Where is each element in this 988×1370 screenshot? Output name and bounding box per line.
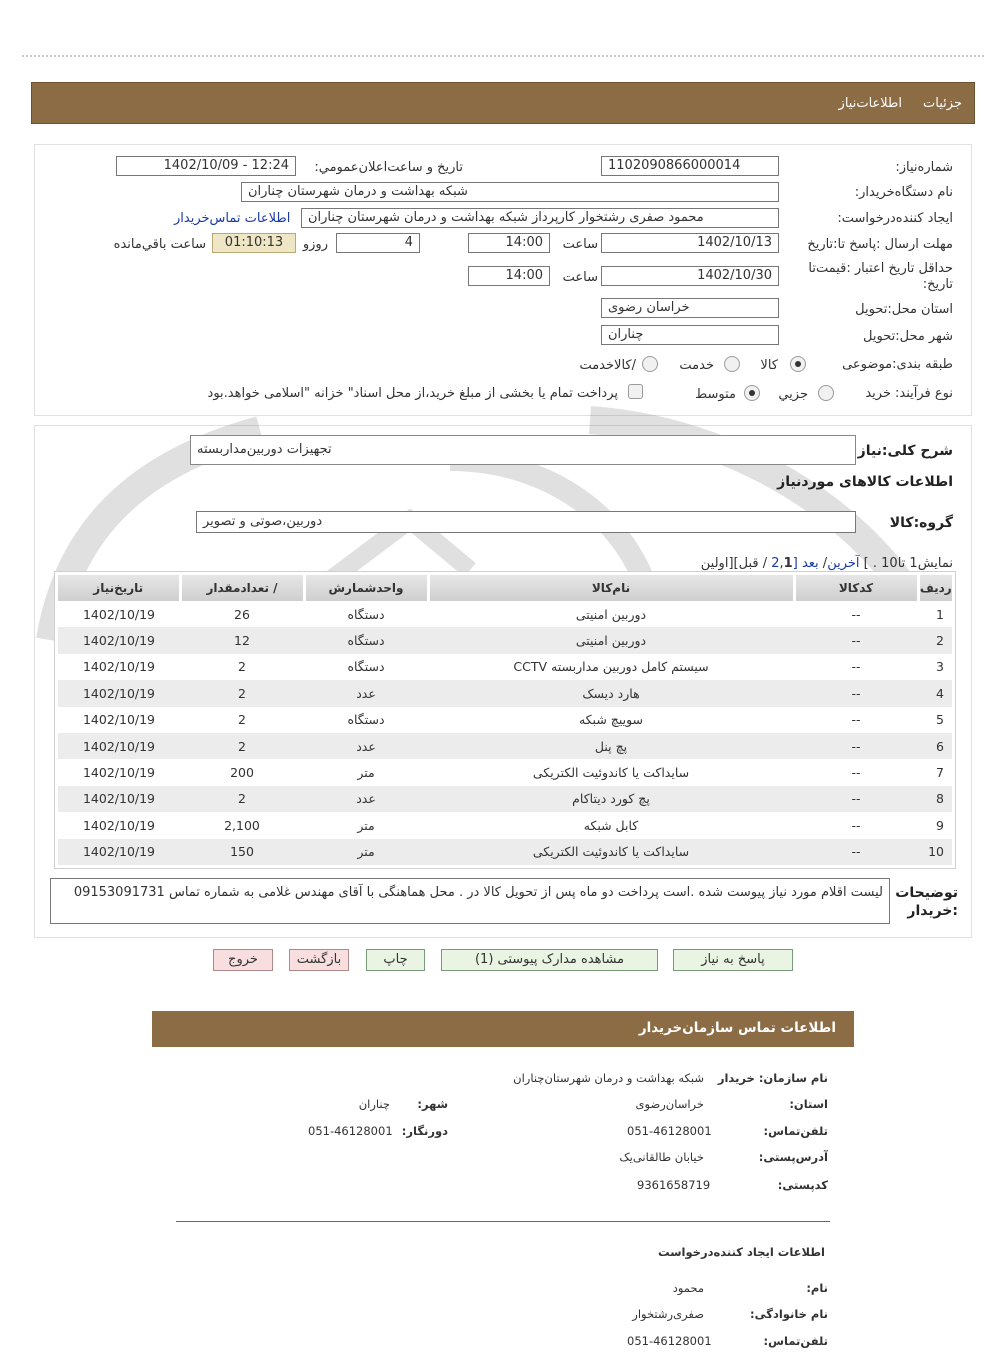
- table-row: [58, 680, 952, 706]
- cell-name: سایداکت یا کاندوئیت الکتریکی: [428, 839, 794, 865]
- table-header-row: [58, 575, 952, 601]
- reply-button[interactable]: پاسخ به نیاز: [673, 949, 793, 971]
- cell-unit: دستگاه: [347, 712, 385, 728]
- category-label: طبقه بندی:موضوعی: [842, 357, 953, 372]
- cell-code: --: [851, 817, 861, 833]
- cell-name: سوییچ شبکه: [578, 712, 644, 728]
- cell-quantity: 2: [180, 680, 304, 706]
- creator-last-name-label: نام خانوادگی:: [750, 1307, 828, 1321]
- col-header-need-date: تاریخ‌نیاز: [58, 575, 180, 601]
- cell-unit: متر: [304, 839, 428, 865]
- creator-label: ایجاد کننده‌درخواست:: [837, 211, 953, 226]
- creator-first-name-value: محمود: [672, 1281, 704, 1295]
- pagination-next-link[interactable]: بعد: [801, 556, 819, 571]
- top-dotted-rule: [22, 55, 984, 57]
- tab-details[interactable]: جزئیات: [923, 96, 962, 111]
- table-row: [58, 786, 952, 812]
- cell-need-date: 1402/10/19: [82, 765, 156, 781]
- treasury-payment-note: پرداخت تمام یا بخشی از مبلغ خرید،از محل اسناد" خزانه "اسلامی خواهد.بود: [207, 386, 618, 401]
- contact-org-value: شبکه بهداشت و درمان شهرستان‌چناران: [513, 1071, 704, 1085]
- cell-unit: عدد: [304, 786, 428, 812]
- cell-quantity: 2,100: [224, 817, 260, 833]
- pagination-prev-first: قبل][اولین: [700, 556, 759, 571]
- pagination-open: ]: [863, 556, 869, 571]
- attachments-button[interactable]: مشاهده مدارک پیوستی (1): [441, 949, 658, 971]
- creator-phone-label: تلفن‌تماس:: [763, 1334, 828, 1348]
- process-medium-radio[interactable]: [744, 385, 760, 401]
- pagination-comma: ,: [779, 556, 784, 571]
- cell-code: --: [851, 765, 861, 781]
- cell-need-date: 1402/10/19: [58, 839, 180, 865]
- back-button[interactable]: بازگشت: [289, 949, 349, 971]
- cell-name: سایداکت یا کاندوئیت الکتریکی: [532, 765, 690, 781]
- cell-code: --: [851, 659, 861, 675]
- cell-need-date: 1402/10/19: [82, 817, 156, 833]
- cell-name: کابل شبکه: [583, 817, 639, 833]
- process-partial-label: جزيي: [778, 387, 808, 402]
- cell-row-no: 5: [936, 712, 944, 728]
- contact-address-value: خیابان طالقانی‌یک: [619, 1150, 704, 1164]
- city-label: شهر محل:تحویل: [863, 329, 953, 344]
- cell-unit: دستگاه: [304, 627, 428, 653]
- announce-datetime-field: 1402/10/09 - 12:24: [116, 156, 296, 176]
- cell-name: دوربین امنیتی: [575, 606, 647, 622]
- announce-label: تاریخ و ساعت‌اعلان‌عمومي:: [314, 160, 463, 175]
- table-row: [58, 759, 952, 785]
- cell-name: دوربین امنیتی: [428, 627, 794, 653]
- col-header-code: کدکالا: [794, 575, 918, 601]
- cell-unit: عدد: [304, 680, 428, 706]
- contact-postal-label: کد‌پستی:: [777, 1178, 828, 1192]
- contact-org-label: نام سازمان: خریدار: [717, 1071, 828, 1085]
- creator-field: محمود صفری رشتخوار کارپرداز شبکه بهداشت و درمان شهرستان چناران: [301, 208, 779, 228]
- table-row: [58, 707, 952, 733]
- process-type-label: نوع فرآیند:: [895, 386, 953, 401]
- contact-city-label: شهر:: [417, 1097, 448, 1111]
- cell-need-date: 1402/10/19: [82, 659, 156, 675]
- cell-unit: دستگاه: [347, 606, 385, 622]
- days-label: روزو: [302, 237, 328, 252]
- cell-name: هارد دیسک: [428, 680, 794, 706]
- buyer-notes-label: توضیحات :خریدار: [895, 885, 958, 919]
- cell-unit: متر: [357, 765, 375, 781]
- deadline-label: مهلت ارسال :پاسخ تا:تاریخ: [807, 237, 953, 252]
- print-button[interactable]: چاپ: [366, 949, 425, 971]
- remaining-time-label: ساعت باقي‌مانده: [113, 237, 206, 252]
- cell-code: --: [794, 627, 918, 653]
- cell-name: پچ کورد دیتاکام: [428, 786, 794, 812]
- cell-need-date: 1402/10/19: [82, 712, 156, 728]
- tab-need-info[interactable]: اطلاعات‌نیاز: [838, 96, 902, 111]
- deadline-hour-label: ساعت: [562, 237, 598, 252]
- pagination-sep1: /: [822, 556, 828, 571]
- cell-row-no: 7: [936, 765, 944, 781]
- goods-group-field: دوربین،صوتی و تصویر: [196, 511, 856, 533]
- cell-quantity: 200: [230, 765, 254, 781]
- cell-need-date: 1402/10/19: [58, 786, 180, 812]
- cell-need-date: 1402/10/19: [82, 606, 156, 622]
- cell-row-no: 2: [918, 627, 952, 653]
- cell-name: سیستم کامل دوربین مداربسته CCTV: [513, 659, 709, 675]
- treasury-payment-checkbox[interactable]: [628, 384, 643, 399]
- cell-quantity: 2: [238, 659, 246, 675]
- deadline-time-field: 14:00: [468, 233, 550, 253]
- contact-province-value: خراسان‌رضوی: [635, 1097, 704, 1111]
- cell-need-date: 1402/10/19: [58, 680, 180, 706]
- pagination-range: نمایش1 تا10 .: [872, 556, 953, 571]
- goods-table: [58, 575, 952, 865]
- category-goods-service-radio[interactable]: [642, 356, 658, 372]
- process-buy-label: خرید: [865, 386, 891, 401]
- table-row: [58, 654, 952, 680]
- cell-row-no: 6: [918, 733, 952, 759]
- creator-info-title: اطلاعات ایجاد کننده‌درخواست: [658, 1245, 825, 1259]
- category-service-radio[interactable]: [724, 356, 740, 372]
- days-field: 4: [336, 233, 420, 253]
- pagination-page-2[interactable]: [2: [771, 556, 798, 571]
- province-label: استان محل:تحویل: [855, 302, 953, 317]
- process-partial-radio[interactable]: [818, 385, 834, 401]
- contact-province-label: استان:: [789, 1097, 828, 1111]
- province-field: خراسان رضوی: [601, 298, 779, 318]
- contact-divider: [176, 1221, 830, 1222]
- general-desc-label: شرح کلی:نیاز: [857, 443, 953, 459]
- validity-time-field: 14:00: [468, 266, 550, 286]
- buyer-contact-link[interactable]: اطلاعات تماس‌خریدار: [174, 211, 291, 226]
- cell-unit: دستگاه: [347, 659, 385, 675]
- cell-quantity: 2: [180, 733, 304, 759]
- process-medium-label: متوسط: [695, 387, 736, 402]
- creator-first-name-label: نام:: [806, 1281, 828, 1295]
- pagination-sep2: /: [762, 556, 768, 571]
- goods-info-title: اطلاعات کالاهای مورد‌نیاز: [777, 474, 953, 490]
- contact-address-label: آدرس‌پستی:: [758, 1150, 828, 1164]
- creator-last-name-value: صفری‌رشتخوار: [632, 1307, 704, 1321]
- pagination-last-link[interactable]: آخرین: [827, 556, 860, 571]
- creator-phone-value: 051-46128001: [627, 1334, 712, 1348]
- cell-quantity: 150: [180, 839, 304, 865]
- cell-code: --: [794, 680, 918, 706]
- table-row: [58, 839, 952, 865]
- cell-row-no: 1: [936, 606, 944, 622]
- exit-button[interactable]: خروج: [213, 949, 273, 971]
- cell-quantity: 2: [180, 786, 304, 812]
- contact-phone-label: تلفن‌تماس:: [763, 1124, 828, 1138]
- contact-title: اطلاعات تماس سازمان‌خریدار: [638, 1020, 836, 1036]
- need-number-label: شماره‌نیاز:: [895, 160, 953, 175]
- col-header-name: نام‌کالا: [428, 575, 794, 601]
- deadline-date-field: 1402/10/13: [601, 233, 779, 253]
- cell-need-date: 1402/10/19: [58, 733, 180, 759]
- validity-hour-label: ساعت: [562, 270, 598, 285]
- pagination-current: 1: [783, 556, 793, 571]
- cell-row-no: 9: [936, 817, 944, 833]
- goods-group-label: گروه:کالا: [889, 515, 953, 531]
- buyer-notes-box: لیست اقلام مورد نیاز پیوست شده .است پرداخت دو ماه پس از تحویل کالا در . محل هماهنگی با آقای مهندس غلامی به شماره تماس 09153091731: [50, 878, 890, 924]
- buyer-org-field: شبکه بهداشت و درمان شهرستان چناران: [241, 182, 779, 202]
- category-service-label: خدمت: [679, 358, 714, 373]
- cell-row-no: 10: [918, 839, 952, 865]
- cell-quantity: 12: [180, 627, 304, 653]
- table-row: [58, 812, 952, 838]
- table-row: [58, 627, 952, 653]
- need-number-field: 1102090866000014: [601, 156, 779, 176]
- category-goods-label: کالا: [760, 358, 778, 373]
- cell-name: پچ پنل: [428, 733, 794, 759]
- cell-quantity: 2: [238, 712, 246, 728]
- cell-row-no: 4: [918, 680, 952, 706]
- validity-date-field: 1402/10/30: [601, 266, 779, 286]
- city-field: چناران: [601, 325, 779, 345]
- cell-quantity: 26: [234, 606, 250, 622]
- table-row: [58, 601, 952, 627]
- pagination: [701, 556, 953, 571]
- cell-need-date: 1402/10/19: [58, 627, 180, 653]
- validity-label: حداقل تاریخ اعتبار :قیمت‌تا تاریخ:: [808, 261, 953, 292]
- table-row: [58, 733, 952, 759]
- category-goods-radio[interactable]: [790, 356, 806, 372]
- cell-code: --: [794, 839, 918, 865]
- contact-phone-value: 051-46128001: [627, 1124, 712, 1138]
- contact-fax-label: دورنگار:: [401, 1124, 448, 1138]
- remaining-time-badge: 01:10:13: [212, 233, 296, 253]
- col-header-quantity: / تعدادمقدار: [180, 575, 304, 601]
- cell-row-no: 8: [918, 786, 952, 812]
- cell-unit: متر: [357, 817, 375, 833]
- cell-code: --: [851, 606, 861, 622]
- contact-header-bar: [152, 1011, 854, 1047]
- page-header-bar: [31, 82, 975, 124]
- contact-fax-value: 051-46128001: [308, 1124, 393, 1138]
- cell-code: --: [851, 712, 861, 728]
- col-header-unit: واحدشمارش: [304, 575, 428, 601]
- cell-unit: عدد: [304, 733, 428, 759]
- cell-code: --: [794, 733, 918, 759]
- buyer-org-label: نام دستگاه‌خریدار:: [854, 185, 953, 200]
- contact-city-value: چناران: [358, 1097, 390, 1111]
- general-desc-field: تجهیزات دوربین‌مداربسته: [190, 435, 856, 465]
- goods-table-container: [54, 571, 956, 869]
- col-header-row-no: ردیف: [918, 575, 952, 601]
- cell-code: --: [794, 786, 918, 812]
- cell-row-no: 3: [936, 659, 944, 675]
- category-goods-service-label: /کالاخدمت: [579, 358, 636, 373]
- contact-postal-value: 9361658719: [637, 1178, 711, 1192]
